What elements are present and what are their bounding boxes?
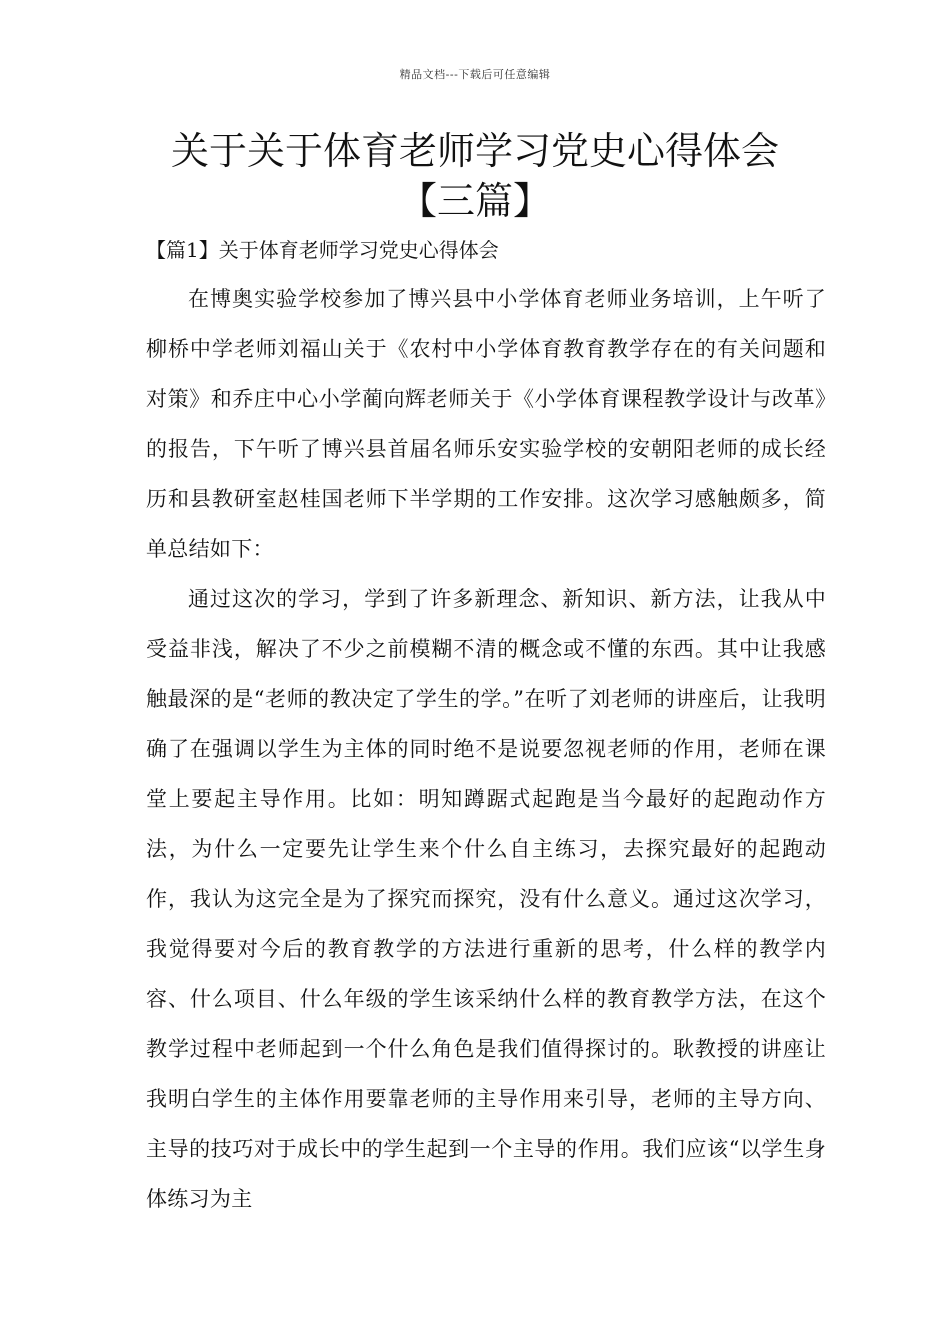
section-heading: 【篇1】关于体育老师学习党史心得体会 bbox=[146, 238, 499, 262]
paragraph: 在博奥实验学校参加了博兴县中小学体育老师业务培训，上午听了柳桥中学老师刘福山关于《农村中小学体育教育教学存在的有关问题和对策》和乔庄中心小学蔺向辉老师关于《小学体育课程教学设计与改革》的报告，下午听了博兴县首届名师乐安实验学校的安朝阳老师的成长经历和县教研室赵桂国老师下半学期的工作安排。这次学习感触颇多，简单总结如下： bbox=[146, 287, 826, 561]
document-title bbox=[100, 126, 850, 226]
title-line-2: 【三篇】 bbox=[398, 179, 551, 223]
paragraph: 通过这次的学习，学到了许多新理念、新知识、新方法，让我从中受益非浅，解决了不少之前模糊不清的概念或不懂的东西。其中让我感触最深的是“老师的教决定了学生的学。”在听了刘老师的讲座后，让我明确了在强调以学生为主体的同时绝不是说要忽视老师的作用，老师在课堂上要起主导作用。比如：明知蹲踞式起跑是当今最好的起跑动作方法，为什么一定要先让学生来个什么自主练习，去探究最好的起跑动作，我认为这完全是为了探究而探究，没有什么意义。通过这次学习，我觉得要对今后的教育教学的方法进行重新的思考，什么样的教学内容、什么项目、什么年级的学生该采纳什么样的教育教学方法，在这个教学过程中老师起到一个什么角色是我们值得探讨的。耿教授的讲座让我明白学生的主体作用要靠老师的主导作用来引导，老师的主导方向、主导的技巧对于成长中的学生起到一个主导的作用。我们应该“以学生身体练习为主 bbox=[146, 587, 826, 1211]
body-text bbox=[146, 274, 826, 1224]
header-note: 精品文档---下载后可任意编辑 bbox=[399, 68, 551, 81]
title-line-1: 关于关于体育老师学习党史心得体会 bbox=[170, 129, 779, 173]
